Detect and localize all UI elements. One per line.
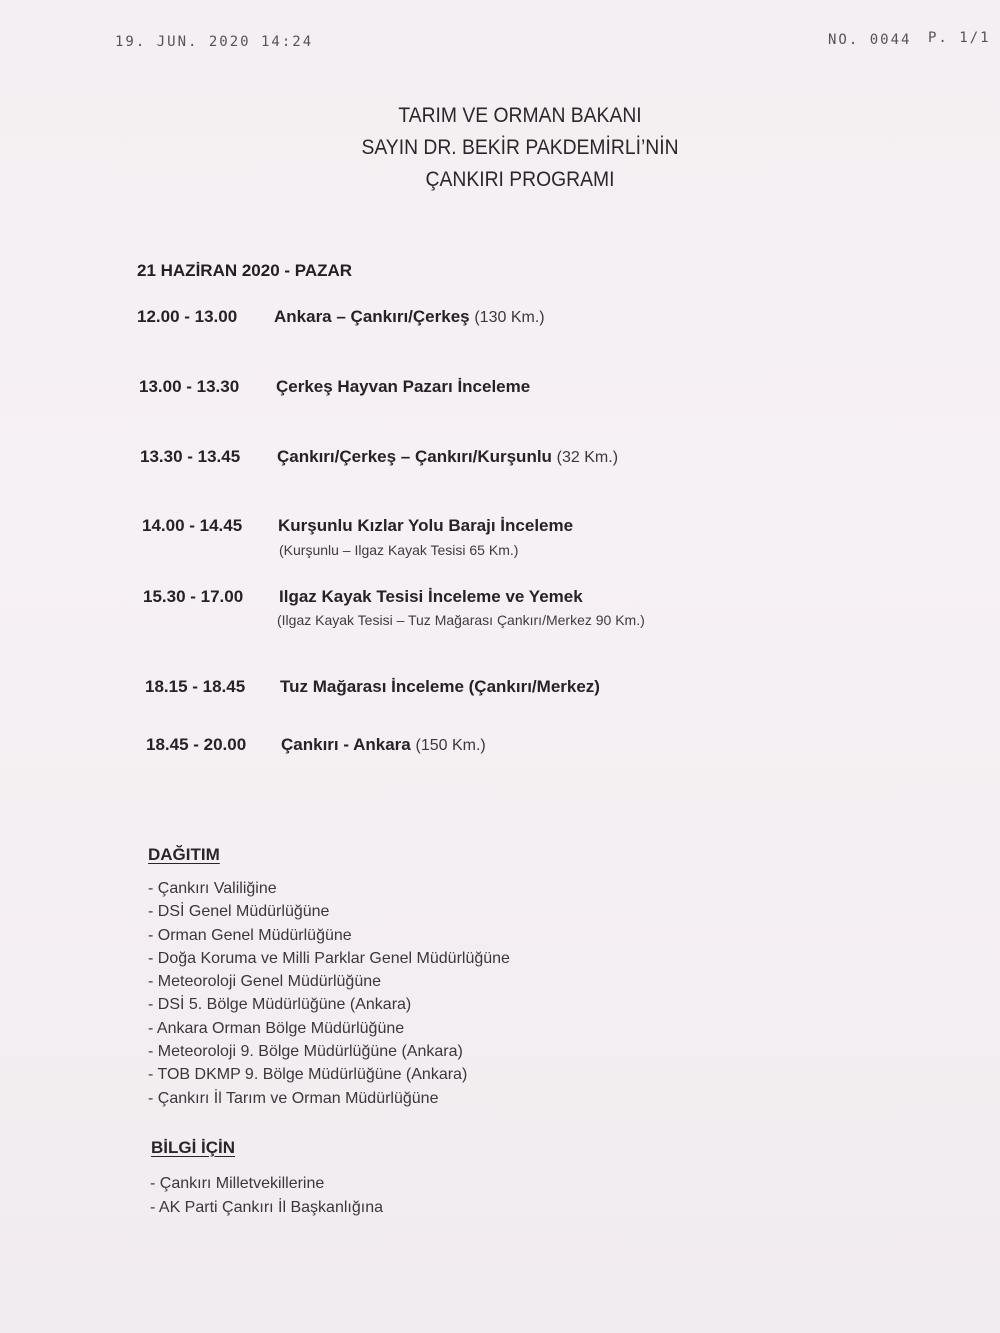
activity-title: Ilgaz Kayak Tesisi İnceleme ve Yemek [279, 587, 583, 606]
schedule-activity [276, 377, 530, 397]
schedule-activity [279, 587, 583, 607]
schedule-time: 18.15 - 18.45 [145, 677, 246, 696]
list-item: - TOB DKMP 9. Bölge Müdürlüğüne (Ankara) [148, 1066, 468, 1084]
schedule-subnote: (Kurşunlu – Ilgaz Kayak Tesisi 65 Km.) [279, 542, 519, 558]
activity-title: Ankara – Çankırı/Çerkeş [274, 307, 470, 326]
list-item: - Meteoroloji Genel Müdürlüğüne [148, 973, 382, 991]
title-line-1: TARIM VE ORMAN BAKANI [398, 104, 642, 127]
schedule-subnote: (Ilgaz Kayak Tesisi – Tuz Mağarası Çankırı/Merkez 90 Km.) [277, 612, 645, 628]
list-item: - Meteoroloji 9. Bölge Müdürlüğüne (Ankara) [148, 1043, 463, 1061]
list-item: - DSİ Genel Müdürlüğüne [148, 903, 330, 921]
activity-distance: (32 Km.) [556, 449, 619, 466]
activity-title: Çankırı/Çerkeş – Çankırı/Kurşunlu [277, 447, 552, 466]
fax-page: P. 1/1 [928, 30, 991, 46]
list-item: - Orman Genel Müdürlüğüne [148, 926, 352, 944]
schedule-time: 13.30 - 13.45 [140, 447, 241, 466]
distribution-list [148, 877, 510, 1110]
program-date: 21 HAZİRAN 2020 - PAZAR [137, 261, 353, 280]
fax-header [0, 30, 1000, 54]
schedule-time: 12.00 - 13.00 [137, 307, 238, 326]
title-line-2: SAYIN DR. BEKİR PAKDEMİRLİ’NİN [361, 136, 679, 159]
list-item: - DSİ 5. Bölge Müdürlüğüne (Ankara) [148, 996, 412, 1014]
schedule-activity [280, 677, 600, 697]
schedule-activity [277, 447, 618, 467]
activity-title: Çankırı - Ankara [281, 735, 411, 754]
list-item: - Ankara Orman Bölge Müdürlüğüne [148, 1019, 405, 1037]
list-item: - Çankırı Valiliğine [148, 880, 277, 897]
schedule-activity [278, 516, 573, 536]
schedule-activity [281, 735, 486, 755]
schedule-time: 18.45 - 20.00 [146, 735, 247, 754]
schedule-time: 14.00 - 14.45 [142, 516, 243, 535]
list-item: - AK Parti Çankırı İl Başkanlığına [150, 1199, 383, 1216]
activity-distance: (150 Km.) [415, 737, 486, 754]
activity-title: Çerkeş Hayvan Pazarı İnceleme [276, 377, 531, 396]
list-item: - Doğa Koruma ve Milli Parklar Genel Müdürlüğüne [148, 949, 510, 967]
schedule-activity [274, 307, 545, 327]
title-line-3: ÇANKIRI PROGRAMI [425, 168, 615, 191]
list-item: - Çankırı İl Tarım ve Orman Müdürlüğüne [148, 1089, 439, 1107]
list-item: - Çankırı Milletvekillerine [150, 1175, 325, 1192]
fax-number: NO. 0044 [828, 32, 912, 48]
distribution-heading: DAĞITIM [148, 845, 220, 864]
schedule-time: 15.30 - 17.00 [143, 587, 244, 606]
info-heading: BİLGİ İÇİN [151, 1138, 236, 1157]
info-list [150, 1172, 383, 1220]
schedule-time: 13.00 - 13.30 [139, 377, 240, 396]
document-title [318, 100, 723, 196]
activity-title: Kurşunlu Kızlar Yolu Barajı İnceleme [278, 516, 574, 535]
fax-datetime: 19. JUN. 2020 14:24 [115, 34, 314, 50]
activity-title: Tuz Mağarası İnceleme (Çankırı/Merkez) [280, 677, 600, 696]
activity-distance: (130 Km.) [474, 309, 545, 326]
